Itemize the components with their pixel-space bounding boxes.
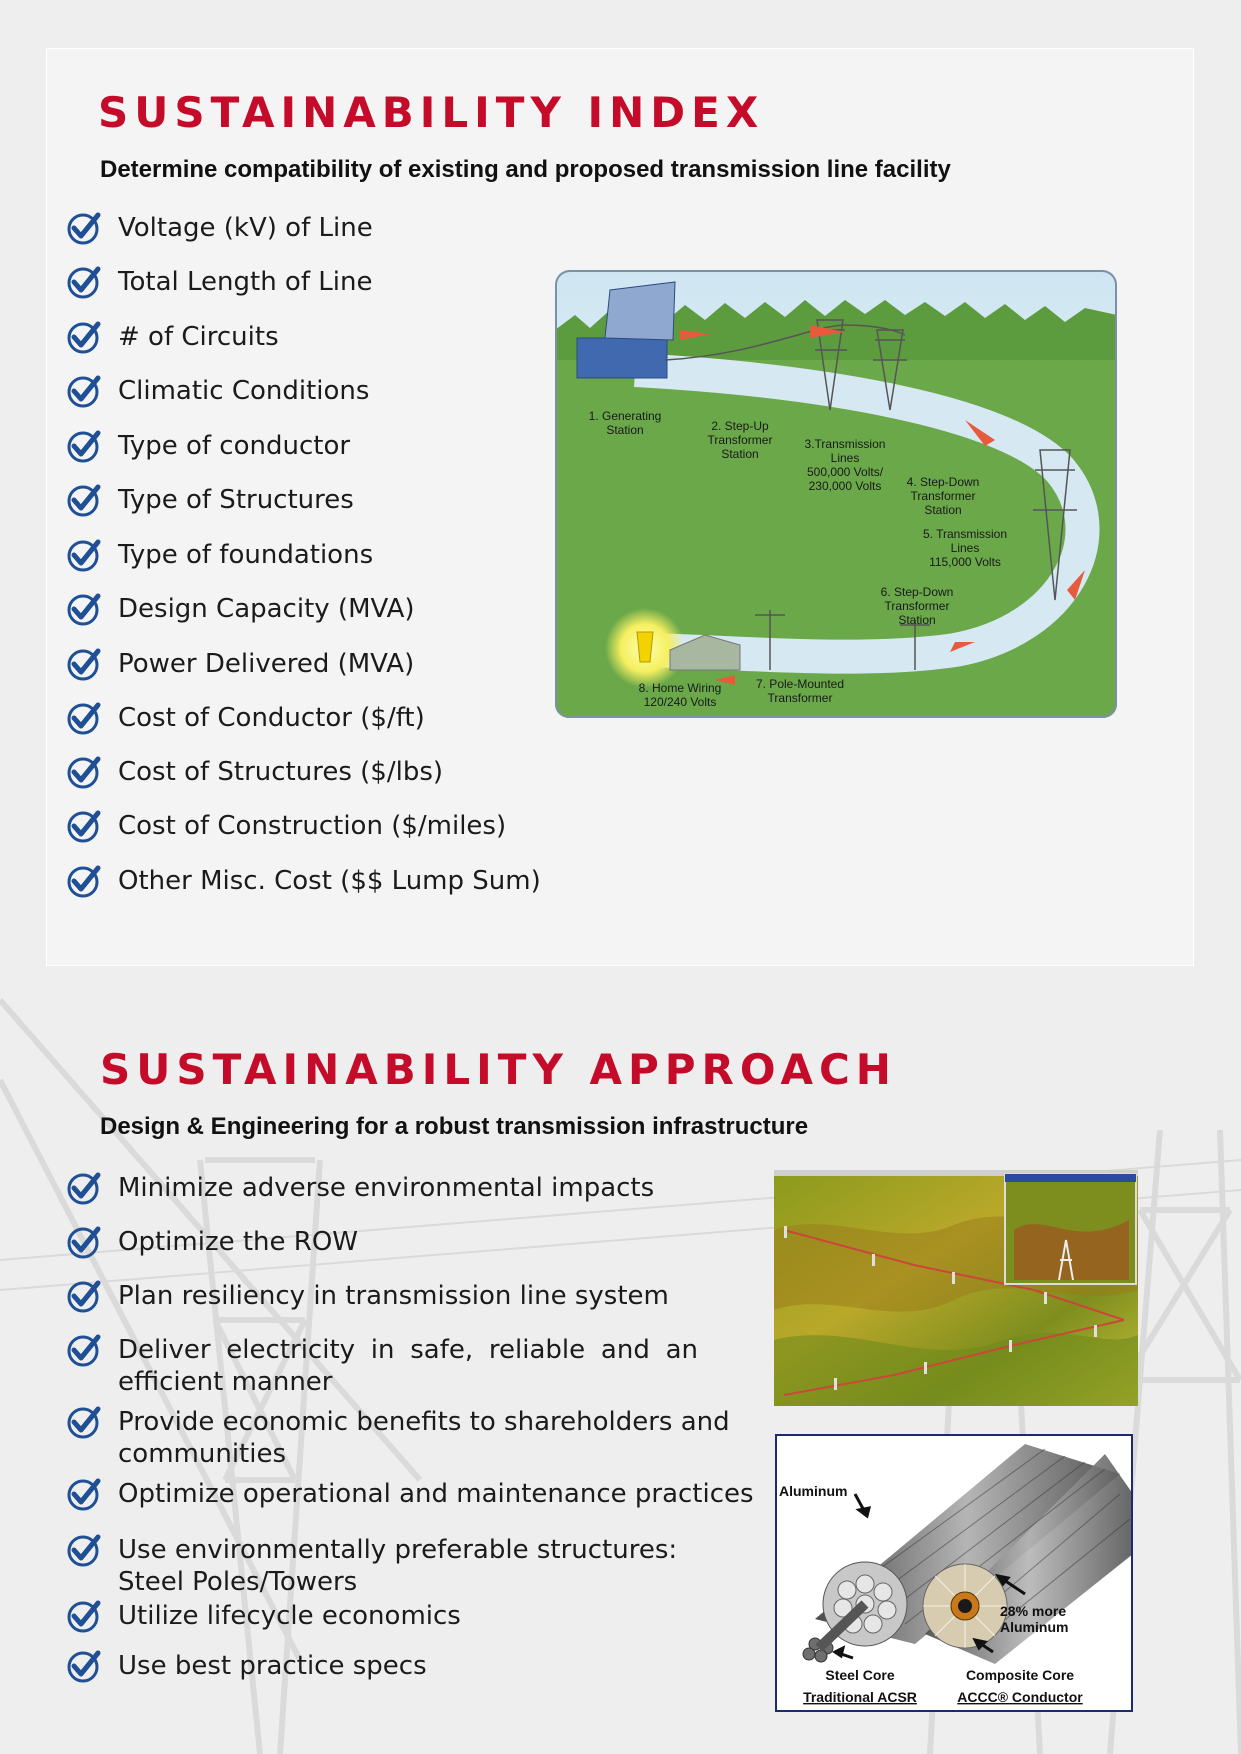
check-icon	[66, 1598, 102, 1634]
more-aluminum-label-2: Aluminum	[1000, 1619, 1069, 1635]
index-item	[66, 212, 373, 246]
approach-item	[66, 1600, 461, 1634]
check-icon	[66, 1476, 102, 1512]
steel-core-label: Steel Core	[825, 1667, 895, 1683]
check-icon	[66, 1332, 102, 1368]
check-icon	[66, 373, 102, 409]
approach-item-label: Optimize the ROW	[118, 1227, 359, 1257]
index-item-label: Voltage (kV) of Line	[118, 213, 373, 243]
approach-item	[66, 1226, 358, 1260]
index-subtitle: Determine compatibility of existing and proposed transmission line facility	[100, 156, 951, 183]
terrain-row-image	[774, 1170, 1138, 1406]
approach-item-label: Deliver electricity in safe, reliable and an efficient manner	[118, 1335, 698, 1397]
index-item-label: Power Delivered (MVA)	[118, 649, 415, 679]
approach-item	[66, 1534, 738, 1598]
index-item-label: Cost of Structures ($/lbs)	[118, 757, 444, 787]
check-icon	[66, 808, 102, 844]
diagram-label-8: 8. Home Wiring 120/240 Volts	[638, 681, 722, 709]
check-icon	[66, 1648, 102, 1684]
diagram-label-3: 3.Transmission Lines 500,000 Volts/ 230,000 Volts	[804, 437, 886, 493]
index-item-label: Type of conductor	[118, 431, 351, 461]
index-item	[66, 539, 373, 573]
more-aluminum-label: 28% more	[1000, 1603, 1067, 1619]
check-icon	[66, 863, 102, 899]
check-icon	[66, 264, 102, 300]
check-icon	[66, 1404, 102, 1440]
traditional-acsr-label: Traditional ACSR	[803, 1689, 917, 1705]
approach-subtitle: Design & Engineering for a robust transmission infrastructure	[100, 1113, 809, 1140]
approach-item	[66, 1650, 427, 1684]
index-item-label: Cost of Conductor ($/ft)	[118, 703, 425, 733]
approach-item-label: Use environmentally preferable structures: Steel Poles/Towers	[118, 1535, 678, 1597]
index-item	[66, 321, 279, 355]
diagram-label-7: 7. Pole-Mounted Transformer	[755, 677, 845, 705]
accc-conductor-label: ACCC® Conductor	[957, 1689, 1083, 1705]
index-item	[66, 810, 506, 844]
check-icon	[66, 319, 102, 355]
index-item-label: Total Length of Line	[118, 267, 373, 297]
check-icon	[66, 1532, 102, 1568]
diagram-label-2: 2. Step-Up Transformer Station	[707, 419, 773, 461]
index-item-label: Other Misc. Cost ($$ Lump Sum)	[118, 866, 541, 896]
index-item	[66, 266, 372, 300]
diagram-label-5: 5. Transmission Lines 115,000 Volts	[922, 527, 1008, 569]
approach-item-label: Plan resiliency in transmission line system	[118, 1281, 669, 1311]
index-item	[66, 430, 350, 464]
approach-item	[66, 1334, 698, 1398]
aluminum-label: Aluminum	[779, 1483, 848, 1499]
index-title: SUSTAINABILITY INDEX	[98, 88, 765, 137]
index-item	[66, 865, 541, 899]
index-item-label: Climatic Conditions	[118, 376, 370, 406]
approach-item-label: Utilize lifecycle economics	[118, 1601, 461, 1631]
diagram-label-6: 6. Step-Down Transformer Station	[880, 585, 954, 627]
index-item-label: Type of foundations	[118, 540, 374, 570]
check-icon	[66, 1224, 102, 1260]
approach-item-label: Provide economic benefits to shareholders and communities	[118, 1407, 730, 1469]
diagram-label-1: 1. Generating Station	[588, 409, 662, 437]
diagram-label-4: 4. Step-Down Transformer Station	[906, 475, 980, 517]
approach-item-label: Minimize adverse environmental impacts	[118, 1173, 655, 1203]
index-item	[66, 648, 414, 682]
approach-item	[66, 1280, 669, 1314]
check-icon	[66, 1170, 102, 1206]
index-item	[66, 756, 443, 790]
approach-item-label: Optimize operational and maintenance practices	[118, 1479, 754, 1509]
check-icon	[66, 646, 102, 682]
approach-title: SUSTAINABILITY APPROACH	[100, 1045, 897, 1094]
check-icon	[66, 700, 102, 736]
index-item	[66, 702, 425, 736]
check-icon	[66, 754, 102, 790]
index-item-label: Type of Structures	[118, 485, 354, 515]
check-icon	[66, 1278, 102, 1314]
approach-item	[66, 1406, 738, 1470]
index-item-label: Design Capacity (MVA)	[118, 594, 415, 624]
approach-item	[66, 1172, 654, 1206]
conductor-comparison-image	[775, 1434, 1133, 1712]
approach-item-label: Use best practice specs	[118, 1651, 427, 1681]
check-icon	[66, 210, 102, 246]
composite-core-label: Composite Core	[965, 1667, 1075, 1683]
check-icon	[66, 428, 102, 464]
power-grid-diagram	[555, 270, 1117, 718]
index-item	[66, 484, 354, 518]
check-icon	[66, 482, 102, 518]
index-item-label: Cost of Construction ($/miles)	[118, 811, 507, 841]
check-icon	[66, 537, 102, 573]
index-item-label: # of Circuits	[118, 322, 279, 352]
index-item	[66, 375, 369, 409]
index-item	[66, 593, 415, 627]
check-icon	[66, 591, 102, 627]
approach-item	[66, 1478, 754, 1512]
